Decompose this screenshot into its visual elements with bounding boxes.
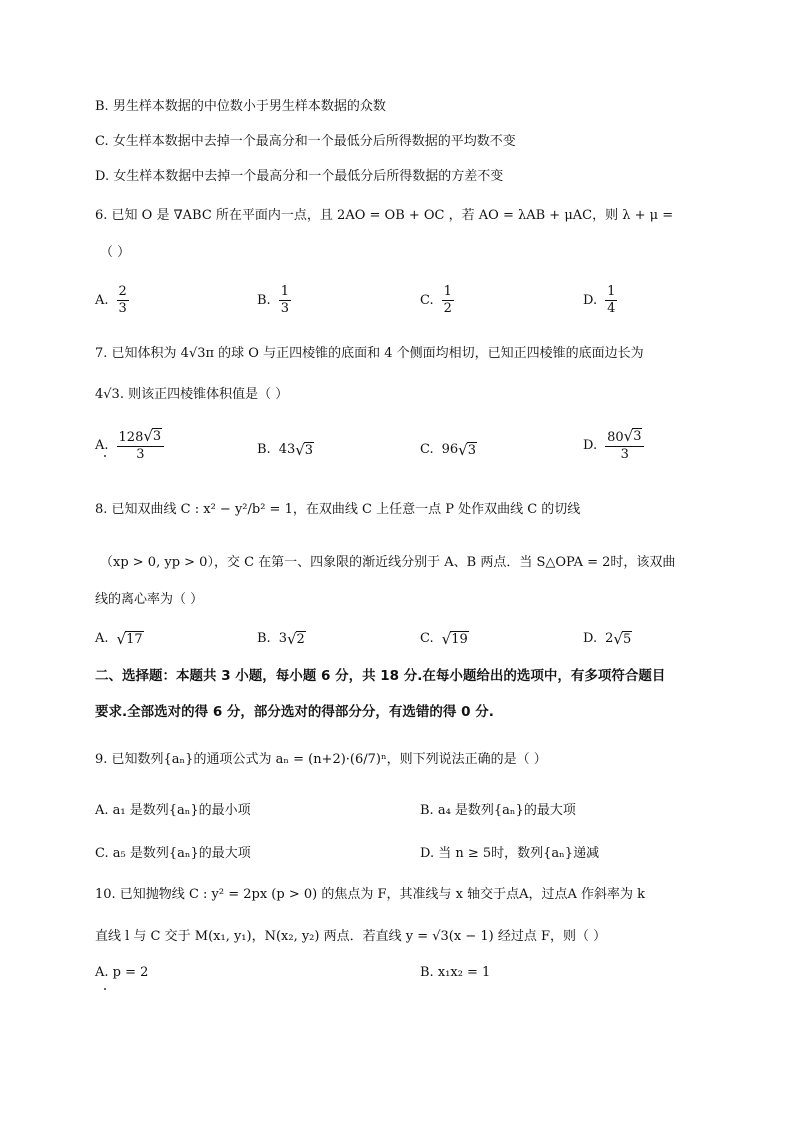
q6-choice-b: B. $\frac{1}{3}$ bbox=[257, 284, 289, 316]
q9-option-b: B. a₄ 是数列{aₙ}的最大项 bbox=[420, 803, 576, 818]
q8-choice-c: C. √ 19 bbox=[420, 630, 468, 648]
q10-stem-line1: 10. 已知抛物线 C : y² = 2px (p > 0) 的焦点为 F，其准线与 x 轴交于点A，过点A 作斜率为 k bbox=[95, 887, 645, 902]
q10-stem-line2: 直线 l 与 C 交于 M(x₁, y₁)，N(x₂, y₂) 两点．若直线 y = √3(x − 1) 经过点 F，则（ ） bbox=[95, 929, 607, 944]
q7-stem-line2: 4√3. 则该正四棱锥体积值是（ ） bbox=[95, 387, 289, 402]
q9-option-c: C. a₅ 是数列{aₙ}的最大项 bbox=[95, 846, 251, 861]
q7-choice-d: D. 80 √ 3 3 bbox=[583, 428, 644, 463]
q6-choice-d: D. $\frac{1}{4}$ bbox=[583, 284, 616, 316]
q7-choice-a: A. 128 √ 3 3 bbox=[95, 428, 164, 463]
q8-stem-line3: 线的离心率为（ ） bbox=[95, 592, 204, 607]
q5-option-b: B. 男生样本数据的中位数小于男生样本数据的众数 bbox=[95, 99, 386, 114]
stray-mark bbox=[104, 988, 106, 990]
q8-choice-a: A. √ 17 bbox=[95, 630, 143, 648]
q9-stem: 9. 已知数列{aₙ}的通项公式为 aₙ = (n+2)·(6/7)ⁿ，则下列说法正确的是（ ） bbox=[95, 752, 547, 767]
q6-answer-paren: （ ） bbox=[100, 245, 131, 260]
q8-stem-line1: 8. 已知双曲线 C : x² − y²/b² = 1，在双曲线 C 上任意一点 P 处作双曲线 C 的切线 bbox=[95, 502, 581, 517]
q8-choice-b: B. 3 √ 2 bbox=[257, 630, 305, 648]
q5-option-c: C. 女生样本数据中去掉一个最高分和一个最低分后所得数据的平均数不变 bbox=[95, 134, 516, 149]
section-2-heading-line1: 二、选择题：本题共 3 小题，每小题 6 分，共 18 分.在每小题给出的选项中，有多项符合题目 bbox=[95, 668, 666, 684]
q10-option-b: B. x₁x₂ = 1 bbox=[420, 965, 491, 980]
q6-stem: 6. 已知 O 是 ∇ABC 所在平面内一点，且 2AO = OB + OC ，若 AO = λAB + μAC，则 λ + μ = bbox=[95, 208, 674, 223]
q6-choice-c: C. $\frac{1}{2}$ bbox=[420, 284, 452, 316]
q9-option-d: D. 当 n ≥ 5时，数列{aₙ}递减 bbox=[420, 846, 600, 861]
q10-option-a: A. p = 2 bbox=[95, 965, 149, 980]
q5-option-d: D. 女生样本数据中去掉一个最高分和一个最低分后所得数据的方差不变 bbox=[95, 169, 504, 184]
q8-choice-d: D. 2 √ 5 bbox=[583, 630, 632, 648]
q9-option-a: A. a₁ 是数列{aₙ}的最小项 bbox=[95, 803, 251, 818]
stray-mark bbox=[104, 455, 106, 457]
q6-choice-a: A. $\frac{2}{3}$ bbox=[95, 284, 127, 316]
q7-choice-b: B. 43 √ 3 bbox=[257, 441, 314, 459]
q7-choice-c: C. 96 √ 3 bbox=[420, 441, 477, 459]
q8-stem-line2: （xp > 0, yp > 0），交 C 在第一、四象限的渐近线分别于 A、B 两点．当 S△OPA = 2时，该双曲 bbox=[100, 555, 676, 570]
q7-stem-line1: 7. 已知体积为 4√3π 的球 O 与正四棱锥的底面和 4 个侧面均相切，已知正四棱锥的底面边长为 bbox=[95, 346, 644, 361]
section-2-heading-line2: 要求.全部选对的得 6 分，部分选对的得部分分，有选错的得 0 分. bbox=[95, 704, 494, 720]
